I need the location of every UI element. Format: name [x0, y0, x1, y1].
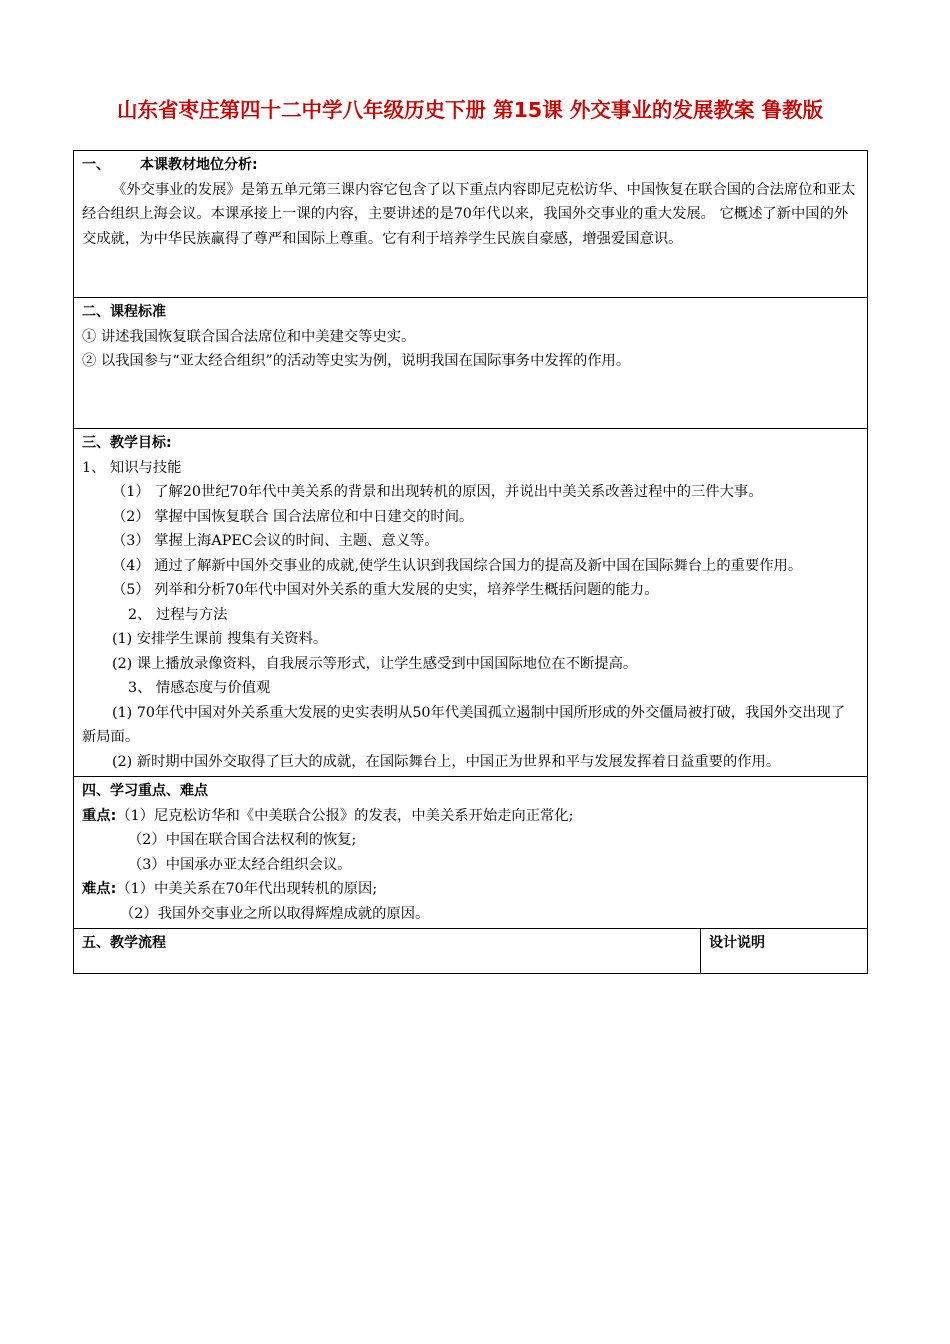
design-note-cell	[701, 929, 868, 974]
section-3-row	[74, 429, 868, 777]
key-point-1	[82, 804, 859, 829]
section-5-row	[74, 929, 868, 974]
key-label: 重点:	[82, 807, 117, 824]
emotion-item-1: (1) 70年代中国对外关系重大发展的史实表明从50年代美国孤立遏制中国所形成的外交僵局被打破，我国外交出现了新局面。	[82, 704, 846, 745]
difficulty-label: 难点:	[82, 881, 117, 897]
process-item-2: (2) 课上播放录像资料，自我展示等形式，让学生感受到中国国际地位在不断提高。	[112, 655, 638, 672]
section-4-row	[74, 777, 868, 929]
design-note-heading: 设计说明	[709, 935, 765, 951]
section-5-heading: 五、教学流程	[82, 935, 166, 951]
section-1-cell	[74, 151, 868, 298]
emotion-title: 3、 情感态度与价值观	[128, 680, 271, 696]
section-1-title: 本课教材地位分析:	[140, 157, 258, 173]
section-4-heading: 四、学习重点、难点	[82, 783, 208, 799]
knowledge-item-1: （1） 了解20世纪70年代中美关系的背景和出现转机的原因，并说出中美关系改善过程中的三件大事。	[112, 484, 763, 500]
difficulty-1-text: （1）中美关系在70年代出现转机的原因;	[116, 881, 378, 897]
section-3-cell	[74, 429, 868, 777]
process-item-1: (1) 安排学生课前 搜集有关资料。	[112, 631, 328, 647]
standard-item-2: ② 以我国参与“亚太经合组织”的活动等史实为例，说明我国在国际事务中发挥的作用。	[82, 353, 631, 369]
section-2-row	[74, 298, 868, 429]
section-2-cell	[74, 298, 868, 429]
knowledge-item-3: （3） 掌握上海APEC会议的时间、主题、意义等。	[112, 533, 439, 549]
key-point-3: （3）中国承办亚太经合组织会议。	[128, 856, 352, 873]
section-5-cell	[74, 929, 701, 974]
key-point-1-text: （1）尼克松访华和《中美联合公报》的发表，中美关系开始走向正常化;	[116, 807, 574, 824]
emotion-item-2: (2) 新时期中国外交取得了巨大的成就，在国际舞台上，中国正为世界和平与发展发挥着日益重要的作用。	[112, 753, 781, 770]
section-3-heading: 三、教学目标:	[82, 435, 172, 451]
section-1-number: 一、	[82, 157, 110, 173]
section-4-cell	[74, 777, 868, 929]
knowledge-item-4: （4） 通过了解新中国外交事业的成就,使学生认识到我国综合国力的提高及新中国在国际舞台上的重要作用。	[112, 557, 803, 574]
difficulty-1	[82, 877, 859, 902]
knowledge-title: 1、 知识与技能	[82, 459, 182, 476]
lesson-plan-table	[73, 150, 868, 974]
section-1-heading	[82, 153, 859, 178]
key-point-2: （2）中国在联合国合法权利的恢复;	[128, 832, 357, 848]
standard-item-1: ① 讲述我国恢复联合国合法席位和中美建交等史实。	[82, 328, 416, 345]
process-title: 2、 过程与方法	[128, 606, 228, 623]
knowledge-item-2: （2） 掌握中国恢复联合 国合法席位和中日建交的时间。	[112, 508, 474, 525]
difficulty-2: （2）我国外交事业之所以取得辉煌成就的原因。	[120, 905, 430, 922]
section-1-row	[74, 151, 868, 298]
section-2-heading: 二、课程标准	[82, 304, 166, 320]
section-1-body: 《外交事业的发展》是第五单元第三课内容它包含了以下重点内容即尼克松访华、中国恢复在联合国的合法席位和亚太经合组织上海会议。本课承接上一课的内容，主要讲述的是70年代以来，我国外交事业的重大发展。 它概述了新中国的外交成就，为中华民族赢得了尊严和国际上尊重。它有利于培养学生民族自豪感，增强爱国意识。	[82, 181, 856, 247]
knowledge-item-5: （5） 列举和分析70年代中国对外关系的重大发展的史实，培养学生概括问题的能力。	[112, 582, 659, 598]
document-title: 山东省枣庄第四十二中学八年级历史下册 第15课 外交事业的发展教案 鲁教版	[117, 98, 823, 122]
